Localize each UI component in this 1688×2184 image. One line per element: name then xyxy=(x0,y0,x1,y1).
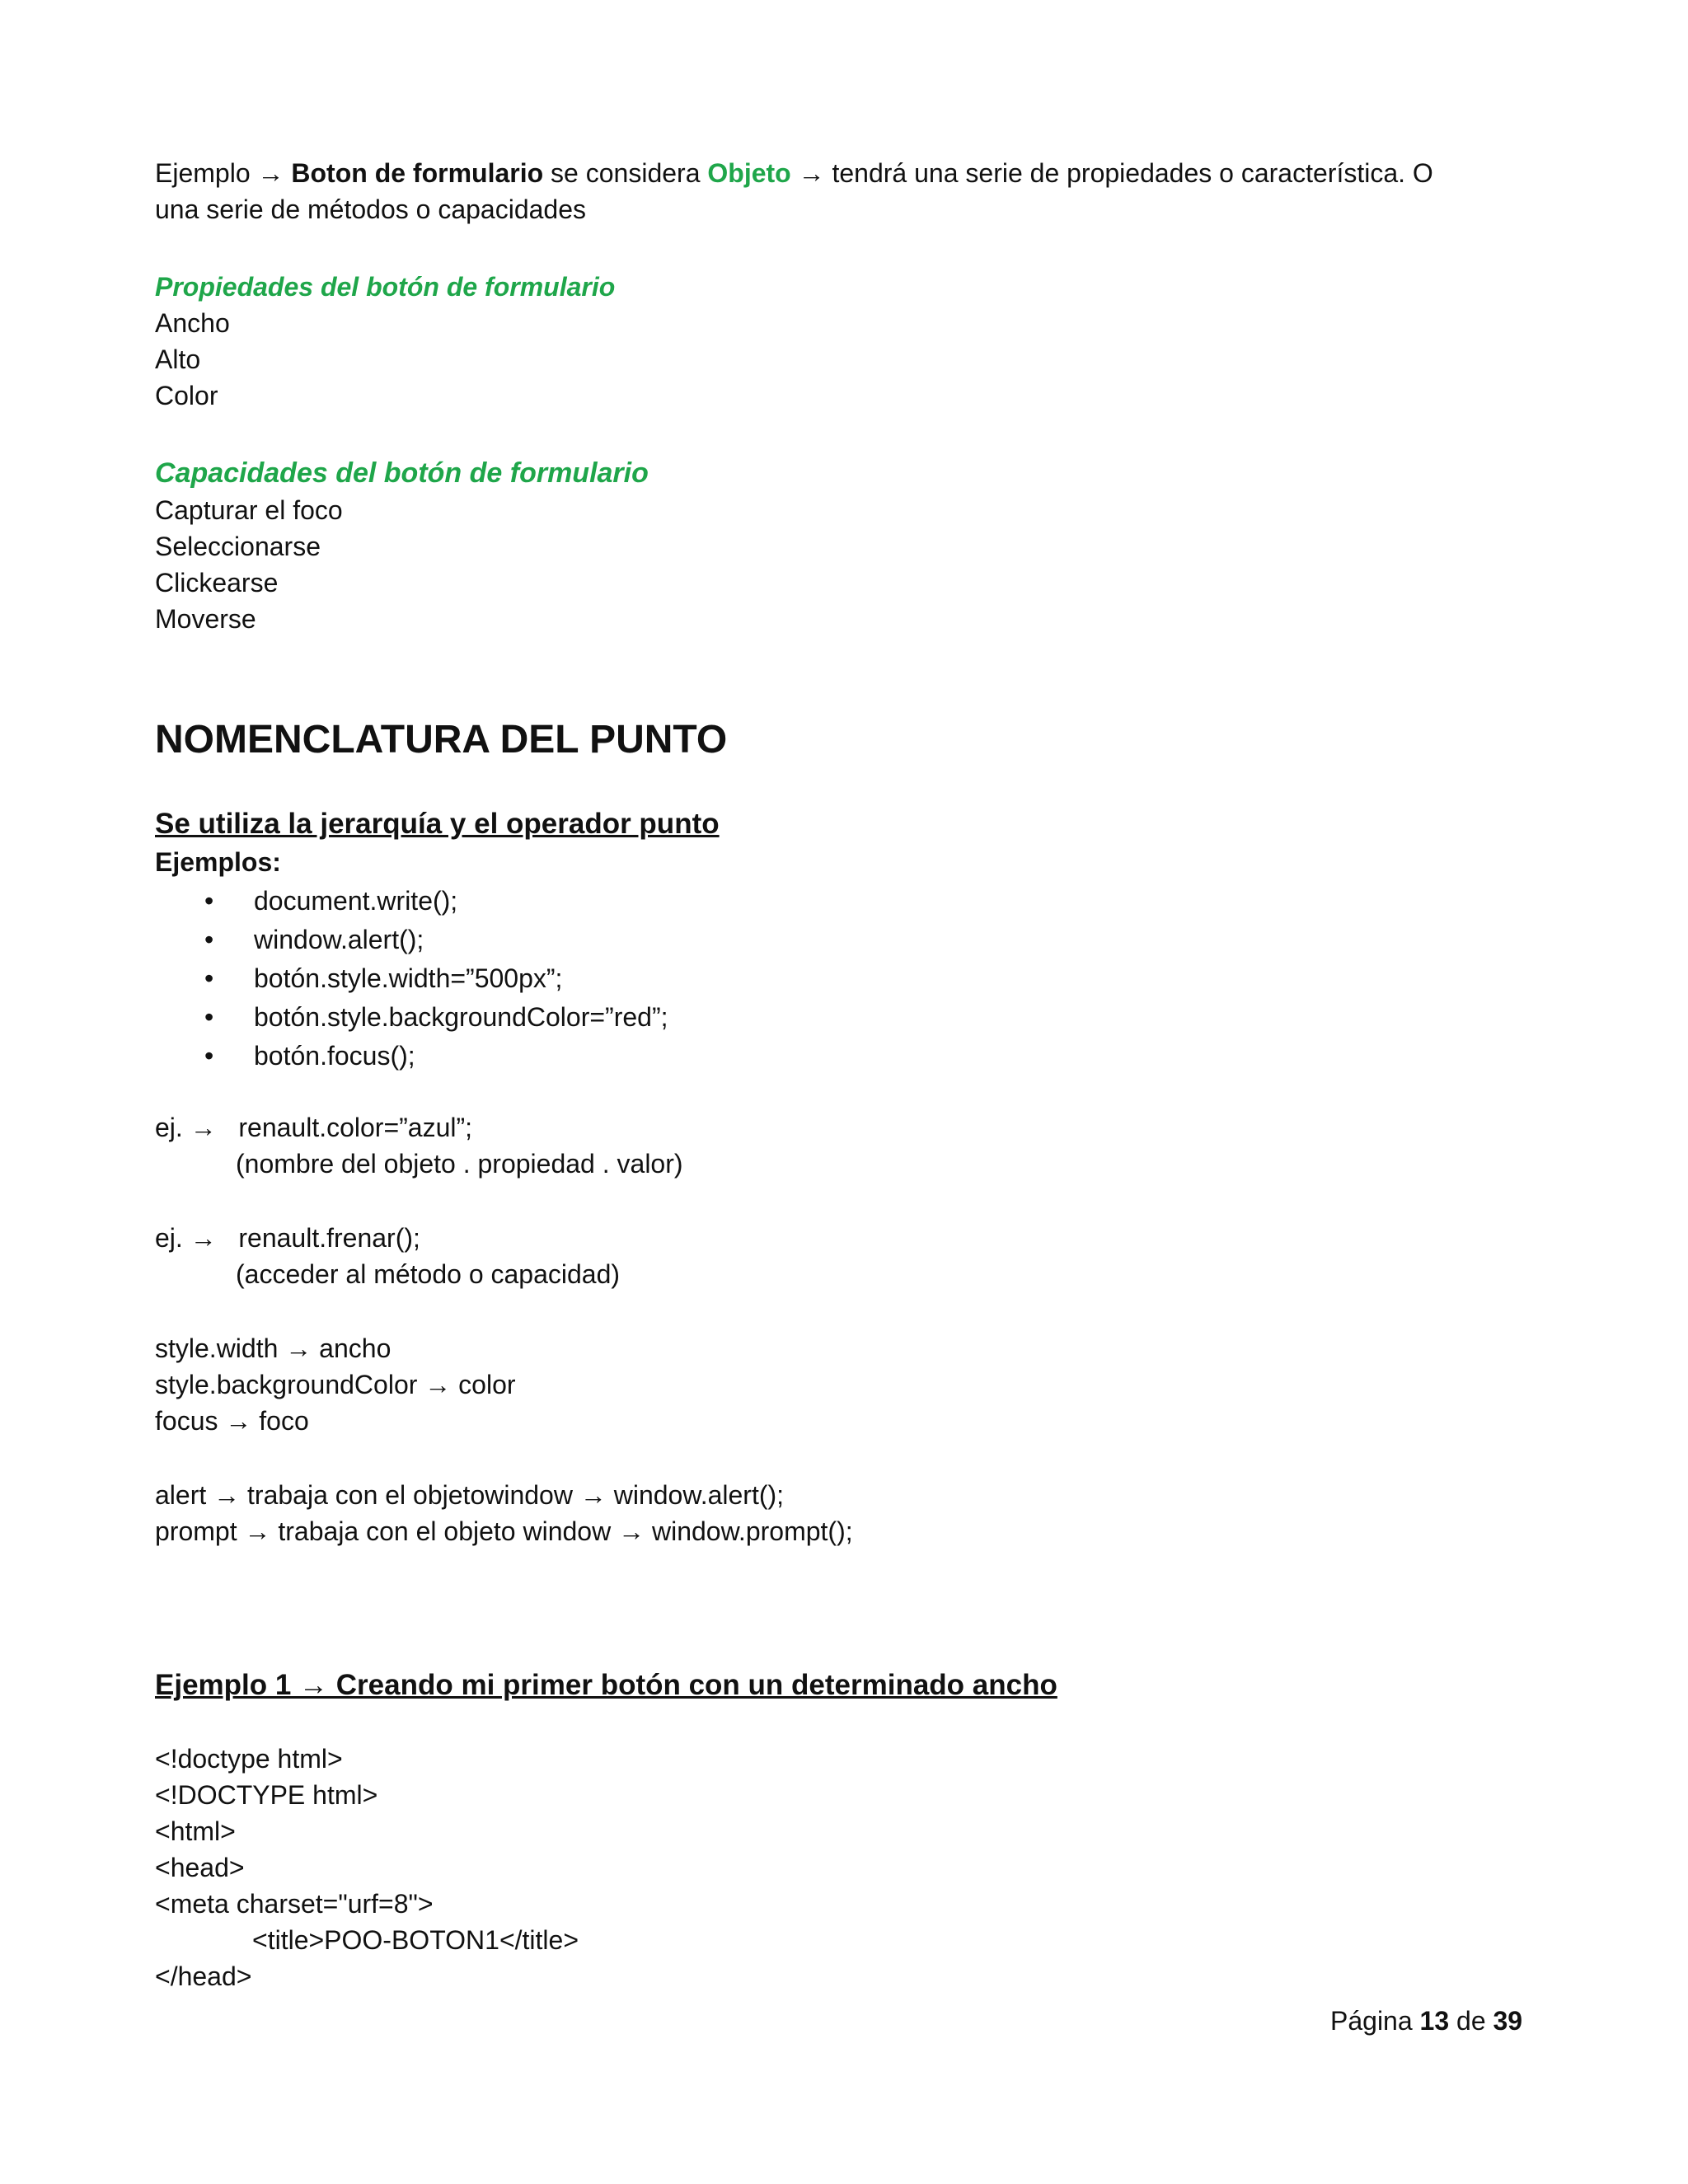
list-item xyxy=(155,882,668,921)
bullet-icon: • xyxy=(204,886,214,916)
intro-boton: Boton de formulario xyxy=(291,158,544,188)
ej-line xyxy=(155,1220,620,1256)
ejemplos-bullet-list xyxy=(155,882,668,1076)
mapping-line: style.backgroundColor → color xyxy=(155,1370,516,1399)
code-line: <title>POO-BOTON1</title> xyxy=(252,1925,579,1955)
intro-paragraph xyxy=(155,155,1433,227)
code-line: <!DOCTYPE html> xyxy=(155,1780,378,1810)
bullet-text: botón.style.backgroundColor=”red”; xyxy=(254,1002,668,1032)
window-methods xyxy=(155,1477,853,1549)
intro-line-1 xyxy=(155,155,1433,191)
capacidades-list xyxy=(155,492,343,637)
list-item: Seleccionarse xyxy=(155,532,321,561)
code-listing xyxy=(155,1741,579,1994)
code-line: </head> xyxy=(155,1961,252,1991)
list-item: Capturar el foco xyxy=(155,495,343,525)
code-line: <html> xyxy=(155,1816,236,1846)
ej-prefix: ej. → xyxy=(155,1223,217,1253)
code-line: <meta charset="urf=8"> xyxy=(155,1889,434,1919)
ej-note: (acceder al método o capacidad) xyxy=(236,1259,621,1289)
bullet-text: document.write(); xyxy=(254,886,458,916)
mapping-line: style.width → ancho xyxy=(155,1333,392,1363)
arrow-icon: → xyxy=(798,158,825,188)
ej-code: renault.color=”azul”; xyxy=(238,1113,473,1142)
propiedades-title: Propiedades del botón de formulario xyxy=(155,272,616,302)
ej-line xyxy=(155,1109,683,1146)
bullet-icon: • xyxy=(204,925,214,954)
ej-example-1 xyxy=(155,1109,683,1182)
arrow-icon: → xyxy=(257,158,284,188)
intro-objeto: Objeto xyxy=(707,158,791,188)
list-item: Color xyxy=(155,381,218,410)
mapping-line: focus → foco xyxy=(155,1406,309,1436)
code-line: <!doctype html> xyxy=(155,1744,343,1774)
ejemplos-label: Ejemplos: xyxy=(155,847,281,877)
ej-code: renault.frenar(); xyxy=(238,1223,420,1253)
capacidades-title: Capacidades del botón de formulario xyxy=(155,457,649,489)
page-number-footer xyxy=(1330,2003,1522,2039)
ejemplo1-heading: Ejemplo 1 → Creando mi primer botón con un determinado ancho xyxy=(155,1669,1057,1701)
ej-example-2 xyxy=(155,1220,620,1292)
list-item: Alto xyxy=(155,344,201,374)
bullet-icon: • xyxy=(204,1041,214,1071)
footer-de: de xyxy=(1456,2006,1486,2036)
bullet-icon: • xyxy=(204,963,214,993)
propiedades-list xyxy=(155,305,230,414)
section-subheading: Se utiliza la jerarquía y el operador punto xyxy=(155,808,720,840)
footer-total-pages: 39 xyxy=(1493,2006,1523,2036)
list-item: Ancho xyxy=(155,308,230,338)
code-line: <head> xyxy=(155,1853,245,1882)
bullet-text: window.alert(); xyxy=(254,925,424,954)
list-item xyxy=(155,998,668,1037)
intro-considera: se considera xyxy=(551,158,701,188)
list-item xyxy=(155,1037,668,1076)
list-item: Moverse xyxy=(155,604,256,634)
bullet-text: botón.focus(); xyxy=(254,1041,415,1071)
window-line: prompt → trabaja con el objeto window → window.prompt(); xyxy=(155,1516,853,1546)
intro-ejemplo: Ejemplo xyxy=(155,158,251,188)
bullet-icon: • xyxy=(204,1002,214,1032)
ej-note: (nombre del objeto . propiedad . valor) xyxy=(236,1149,683,1179)
list-item: Clickearse xyxy=(155,568,279,598)
footer-pagina: Página xyxy=(1330,2006,1413,2036)
section-heading: NOMENCLATURA DEL PUNTO xyxy=(155,718,728,762)
list-item xyxy=(155,921,668,959)
intro-line-2: una serie de métodos o capacidades xyxy=(155,194,587,224)
window-line: alert → trabaja con el objetowindow → window.alert(); xyxy=(155,1480,785,1510)
property-mapping xyxy=(155,1330,516,1439)
intro-rest: tendrá una serie de propiedades o característica. O xyxy=(832,158,1433,188)
ej-prefix: ej. → xyxy=(155,1113,217,1142)
list-item xyxy=(155,959,668,998)
footer-current-page: 13 xyxy=(1419,2006,1450,2036)
bullet-text: botón.style.width=”500px”; xyxy=(254,963,563,993)
